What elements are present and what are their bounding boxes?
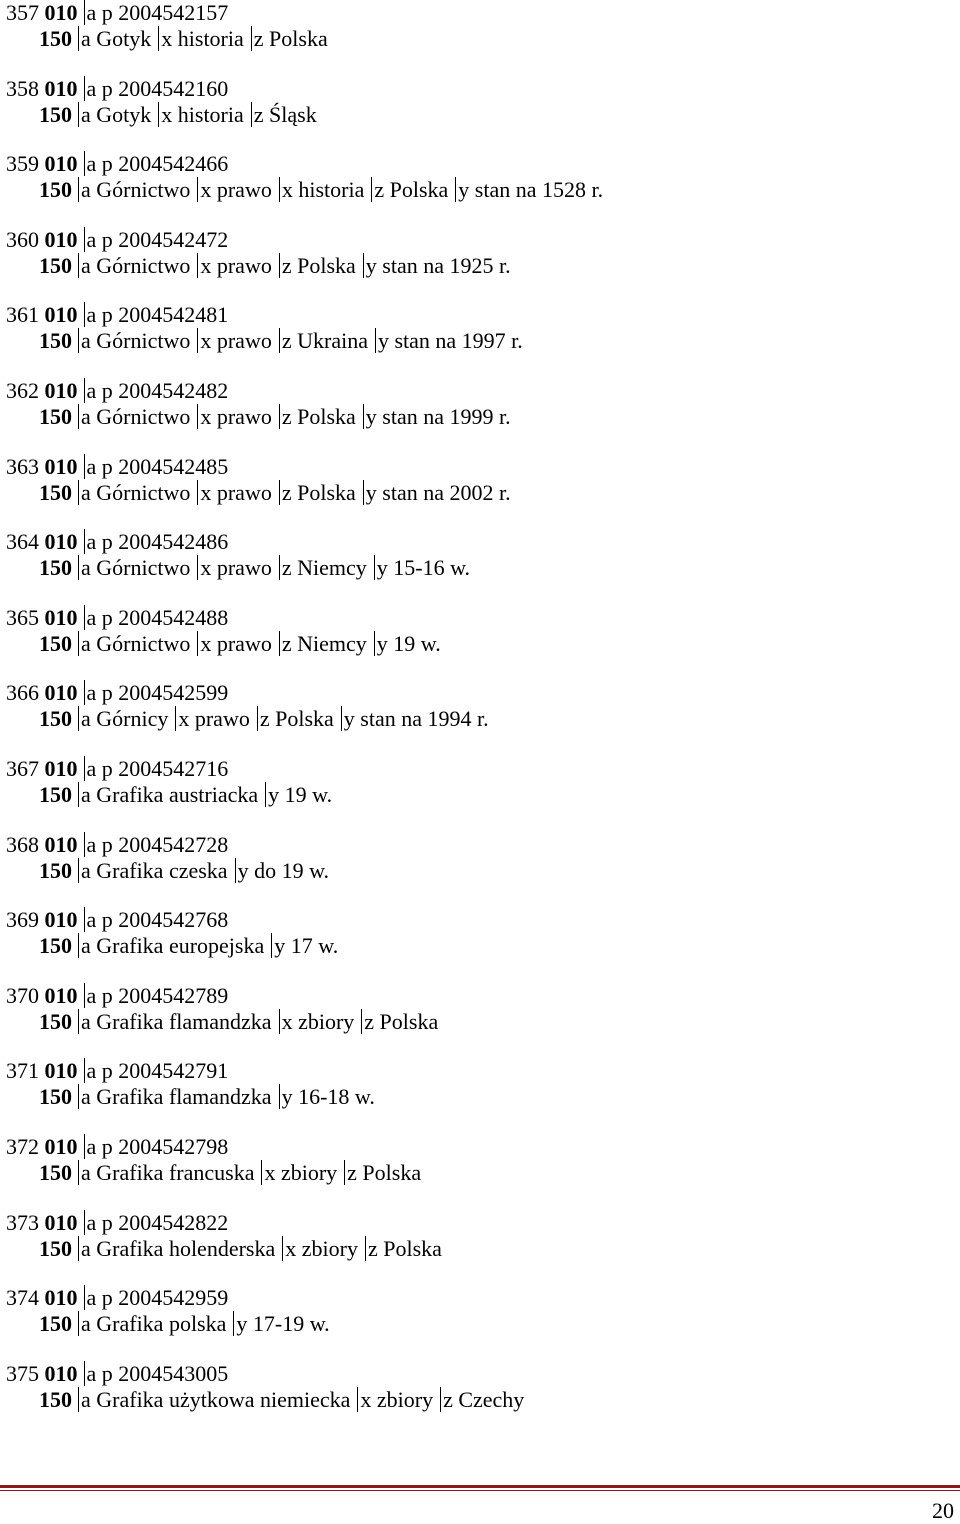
record-entry [6, 983, 946, 1059]
record-number: 373 [6, 1209, 39, 1235]
record-number: 363 [6, 453, 39, 479]
subfield-heading: y stan na 1925 r. [363, 253, 511, 278]
field-tag-150: 150 [39, 933, 72, 959]
subfield-control-number: a p 2004542160 [84, 76, 229, 101]
record-number: 365 [6, 604, 39, 630]
subfield-heading: x prawo [197, 631, 271, 656]
subfield-heading: a Górnicy [78, 706, 168, 731]
field-tag-150: 150 [39, 857, 72, 883]
record-line-150 [6, 858, 946, 884]
record-line-010 [6, 907, 946, 933]
record-number: 369 [6, 907, 39, 933]
record-line-010 [6, 454, 946, 480]
subfield-heading: x prawo [197, 328, 271, 353]
field-tag-150: 150 [39, 479, 72, 505]
subfield-control-number: a p 2004542472 [84, 227, 229, 252]
subfield-heading: z Polska [361, 1009, 438, 1034]
subfield-heading: z Polska [257, 706, 334, 731]
subfield-heading: x zbiory [357, 1387, 433, 1412]
field-tag-150: 150 [39, 555, 72, 581]
record-entry [6, 907, 946, 983]
record-line-150 [6, 1236, 946, 1262]
field-tag-010: 010 [44, 982, 78, 1008]
subfield-heading: y stan na 1528 r. [455, 177, 603, 202]
field-tag-010: 010 [44, 604, 78, 630]
field-tag-010: 010 [44, 0, 78, 25]
record-number: 372 [6, 1133, 39, 1159]
record-line-150 [6, 631, 946, 657]
field-tag-150: 150 [39, 101, 72, 127]
subfield-control-number: a p 2004542157 [84, 0, 229, 25]
subfield-heading: a Grafika europejska [78, 933, 264, 958]
record-entry [6, 756, 946, 832]
record-number: 358 [6, 75, 39, 101]
subfield-heading: y 15-16 w. [374, 555, 470, 580]
record-line-010 [6, 529, 946, 555]
record-entry [6, 605, 946, 681]
field-tag-150: 150 [39, 177, 72, 203]
record-line-150 [6, 177, 946, 203]
record-number: 375 [6, 1360, 39, 1386]
field-tag-150: 150 [39, 630, 72, 656]
record-line-150 [6, 102, 946, 128]
subfield-control-number: a p 2004542488 [84, 605, 229, 630]
record-number: 360 [6, 226, 39, 252]
record-number: 368 [6, 831, 39, 857]
subfield-heading: a Górnictwo [78, 480, 190, 505]
record-line-150 [6, 253, 946, 279]
record-line-010 [6, 605, 946, 631]
subfield-heading: y stan na 2002 r. [363, 480, 511, 505]
record-line-150 [6, 706, 946, 732]
record-entry [6, 1134, 946, 1210]
record-line-010 [6, 1134, 946, 1160]
subfield-heading: a Górnictwo [78, 253, 190, 278]
field-tag-010: 010 [44, 755, 78, 781]
subfield-heading: x prawo [197, 555, 271, 580]
record-entry [6, 1210, 946, 1286]
field-tag-010: 010 [44, 75, 78, 101]
record-line-010 [6, 76, 946, 102]
subfield-heading: a Grafika użytkowa niemiecka [78, 1387, 350, 1412]
field-tag-010: 010 [44, 680, 78, 706]
subfield-heading: x zbiory [282, 1236, 358, 1261]
record-line-150 [6, 1084, 946, 1110]
record-number: 366 [6, 680, 39, 706]
record-line-150 [6, 555, 946, 581]
field-tag-010: 010 [44, 831, 78, 857]
page-number: 20 [932, 1498, 954, 1523]
record-entry [6, 0, 946, 76]
record-line-150 [6, 404, 946, 430]
field-tag-150: 150 [39, 26, 72, 51]
subfield-heading: z Polska [365, 1236, 442, 1261]
field-tag-010: 010 [44, 453, 78, 479]
subfield-control-number: a p 2004542466 [84, 151, 229, 176]
record-line-010 [6, 302, 946, 328]
footer-rule [0, 1485, 960, 1488]
record-line-010 [6, 378, 946, 404]
subfield-heading: y 19 w. [265, 782, 332, 807]
field-tag-010: 010 [44, 226, 78, 252]
record-line-010 [6, 1361, 946, 1387]
record-number: 359 [6, 151, 39, 177]
subfield-heading: x historia [158, 26, 244, 51]
record-entry [6, 1285, 946, 1361]
subfield-heading: x prawo [197, 253, 271, 278]
subfield-heading: a Grafika holenderska [78, 1236, 275, 1261]
record-list [6, 0, 946, 1436]
record-entry [6, 680, 946, 756]
subfield-heading: z Polska [371, 177, 448, 202]
record-entry [6, 302, 946, 378]
subfield-heading: y stan na 1997 r. [375, 328, 523, 353]
footer-rule-thin [0, 1490, 960, 1491]
field-tag-150: 150 [39, 781, 72, 807]
subfield-heading: z Śląsk [251, 102, 317, 127]
subfield-heading: y stan na 1994 r. [341, 706, 489, 731]
subfield-heading: x historia [158, 102, 244, 127]
record-number: 357 [6, 0, 39, 25]
subfield-control-number: a p 2004542728 [84, 832, 229, 857]
subfield-heading: z Niemcy [279, 631, 367, 656]
subfield-heading: a Górnictwo [78, 328, 190, 353]
record-entry [6, 1058, 946, 1134]
subfield-heading: x prawo [175, 706, 249, 731]
field-tag-150: 150 [39, 706, 72, 732]
record-number: 362 [6, 377, 39, 403]
subfield-heading: a Grafika polska [78, 1311, 226, 1336]
record-line-150 [6, 1311, 946, 1337]
record-line-150 [6, 933, 946, 959]
subfield-heading: a Górnictwo [78, 631, 190, 656]
subfield-heading: a Grafika czeska [78, 858, 228, 883]
field-tag-010: 010 [44, 529, 78, 555]
record-line-010 [6, 0, 946, 26]
subfield-heading: a Grafika flamandzka [78, 1084, 272, 1109]
record-line-150 [6, 1160, 946, 1186]
field-tag-010: 010 [44, 1058, 78, 1084]
subfield-heading: a Grafika austriacka [78, 782, 258, 807]
record-line-150 [6, 1387, 946, 1413]
subfield-heading: a Górnictwo [78, 177, 190, 202]
field-tag-150: 150 [39, 1159, 72, 1185]
record-number: 364 [6, 529, 39, 555]
subfield-heading: z Czechy [440, 1387, 524, 1412]
subfield-heading: x historia [279, 177, 365, 202]
record-line-010 [6, 832, 946, 858]
record-line-010 [6, 983, 946, 1009]
subfield-control-number: a p 2004542789 [84, 983, 229, 1008]
record-line-010 [6, 1210, 946, 1236]
subfield-heading: a Grafika francuska [78, 1160, 254, 1185]
record-entry [6, 151, 946, 227]
record-number: 361 [6, 302, 39, 328]
field-tag-150: 150 [39, 403, 72, 429]
record-line-010 [6, 1058, 946, 1084]
subfield-control-number: a p 2004542486 [84, 529, 229, 554]
subfield-heading: z Ukraina [279, 328, 368, 353]
subfield-control-number: a p 2004542798 [84, 1134, 229, 1159]
subfield-heading: y 16-18 w. [279, 1084, 375, 1109]
field-tag-010: 010 [44, 302, 78, 328]
subfield-control-number: a p 2004542599 [84, 680, 229, 705]
subfield-control-number: a p 2004542822 [84, 1210, 229, 1235]
subfield-control-number: a p 2004542482 [84, 378, 229, 403]
record-entry [6, 1361, 946, 1437]
subfield-heading: y do 19 w. [235, 858, 329, 883]
subfield-heading: z Polska [344, 1160, 421, 1185]
record-entry [6, 378, 946, 454]
record-number: 374 [6, 1285, 39, 1311]
record-entry [6, 76, 946, 152]
record-line-150 [6, 480, 946, 506]
record-entry [6, 529, 946, 605]
subfield-heading: a Gotyk [78, 26, 151, 51]
subfield-heading: z Polska [279, 480, 356, 505]
record-line-010 [6, 756, 946, 782]
record-entry [6, 454, 946, 530]
subfield-heading: y 17-19 w. [233, 1311, 329, 1336]
field-tag-010: 010 [44, 1209, 78, 1235]
record-entry [6, 832, 946, 908]
subfield-heading: a Górnictwo [78, 404, 190, 429]
record-line-010 [6, 227, 946, 253]
subfield-heading: y 19 w. [374, 631, 441, 656]
field-tag-010: 010 [44, 1285, 78, 1311]
subfield-heading: z Niemcy [279, 555, 367, 580]
subfield-control-number: a p 2004543005 [84, 1361, 229, 1386]
subfield-heading: a Grafika flamandzka [78, 1009, 272, 1034]
subfield-heading: y stan na 1999 r. [363, 404, 511, 429]
subfield-control-number: a p 2004542481 [84, 302, 229, 327]
record-line-150 [6, 26, 946, 52]
field-tag-150: 150 [39, 1235, 72, 1261]
field-tag-150: 150 [39, 252, 72, 278]
record-line-010 [6, 680, 946, 706]
record-number: 370 [6, 982, 39, 1008]
subfield-control-number: a p 2004542485 [84, 454, 229, 479]
subfield-heading: a Gotyk [78, 102, 151, 127]
field-tag-010: 010 [44, 151, 78, 177]
record-line-150 [6, 1009, 946, 1035]
field-tag-150: 150 [39, 1084, 72, 1110]
subfield-heading: z Polska [279, 253, 356, 278]
record-number: 367 [6, 755, 39, 781]
field-tag-010: 010 [44, 907, 78, 933]
subfield-heading: z Polska [251, 26, 328, 51]
field-tag-010: 010 [44, 1133, 78, 1159]
record-number: 371 [6, 1058, 39, 1084]
subfield-control-number: a p 2004542768 [84, 907, 229, 932]
subfield-control-number: a p 2004542716 [84, 756, 229, 781]
record-line-150 [6, 782, 946, 808]
subfield-heading: z Polska [279, 404, 356, 429]
subfield-heading: y 17 w. [271, 933, 338, 958]
field-tag-010: 010 [44, 1360, 78, 1386]
subfield-heading: x prawo [197, 480, 271, 505]
subfield-heading: x prawo [197, 177, 271, 202]
field-tag-150: 150 [39, 1311, 72, 1337]
subfield-heading: x zbiory [279, 1009, 355, 1034]
record-line-150 [6, 328, 946, 354]
field-tag-150: 150 [39, 1008, 72, 1034]
field-tag-150: 150 [39, 1386, 72, 1412]
field-tag-150: 150 [39, 328, 72, 354]
subfield-control-number: a p 2004542791 [84, 1058, 229, 1083]
record-line-010 [6, 151, 946, 177]
subfield-heading: x prawo [197, 404, 271, 429]
record-entry [6, 227, 946, 303]
subfield-heading: a Górnictwo [78, 555, 190, 580]
record-line-010 [6, 1285, 946, 1311]
subfield-heading: x zbiory [261, 1160, 337, 1185]
field-tag-010: 010 [44, 377, 78, 403]
subfield-control-number: a p 2004542959 [84, 1285, 229, 1310]
